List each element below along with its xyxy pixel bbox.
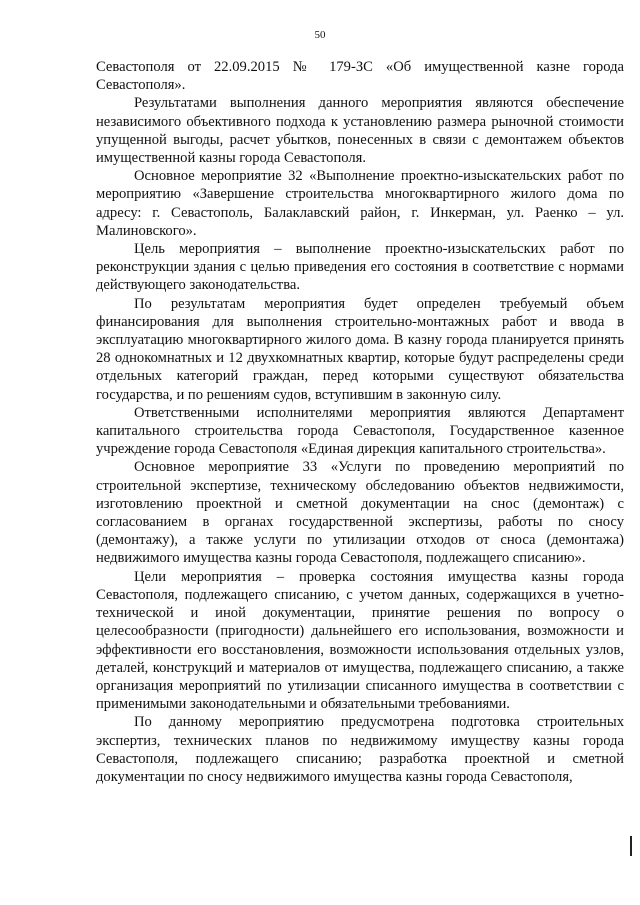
page-number: 50 bbox=[314, 29, 326, 41]
scan-edge-mark bbox=[630, 836, 632, 856]
paragraph-activity-33-details: По данному мероприятию предусмотрена подготовка строительных экспертиз, технических планов по недвижимому имуществу казны города Севастополя, подлежащего списанию; разработка проектной и сметной документации по сносу недвижимого имущества казны города Севастополя, bbox=[96, 714, 624, 785]
paragraph-responsible-executors: Ответственными исполнителями мероприятия являются Департамент капитального строительства города Севастополя, Государственное казенное учреждение города Севастополя «Единая дирекция капитального строительства». bbox=[96, 404, 624, 458]
paragraph-results: Результатами выполнения данного мероприятия являются обеспечение независимого объективного подхода к установлению размера рыночной стоимости упущенной выгоды, расчет убытков, понесенных в связи с демонтажем объектов имущественной казны города Севастополя. bbox=[96, 95, 624, 167]
paragraph-results-activity-32: По результатам мероприятия будет определен требуемый объем финансирования для выполнения строительно-монтажных работ и ввода в эксплуатацию многоквартирного жилого дома. В казну города планируется принять 28 однокомнатных и 12 двухкомнатных квартир, которые будут распределены среди отдельных категорий граждан, перед которыми существуют обязательства государства, и по решениям судов, вступившим в законную силу. bbox=[96, 295, 624, 403]
paragraph-goal-activity-32: Цель мероприятия – выполнение проектно-изыскательских работ по реконструкции здания с целью приведения его состояния в соответствие с нормами действующего законодательства. bbox=[96, 241, 624, 294]
paragraph-continuation: Севастополя от 22.09.2015 № 179-ЗС «Об имущественной казне города Севастополя». bbox=[96, 59, 624, 94]
document-body bbox=[96, 58, 624, 786]
paragraph-main-activity-33: Основное мероприятие 33 «Услуги по проведению мероприятий по строительной экспертизе, техническому обследованию объектов недвижимости, изготовлению проектной и сметной документации на снос (демонтаж) с согласованием в органах государственной экспертизы, работы по сносу (демонтажу), а также услуги по утилизации отходов от сноса (демонтажа) недвижимого имущества казны города Севастополя, подлежащего списанию». bbox=[96, 459, 624, 567]
paragraph-main-activity-32: Основное мероприятие 32 «Выполнение проектно-изыскательских работ по мероприятию «Завершение строительства многоквартирного жилого дома по адресу: г. Севастополь, Балаклавский район, г. Инкерман, ул. Раенко – ул. Малиновского». bbox=[96, 168, 624, 239]
paragraph-goals-activity-33: Цели мероприятия – проверка состояния имущества казны города Севастополя, подлежащего списанию, с учетом данных, содержащихся в учетно-технической и иной документации, принятие решения по вопросу о целесообразности (пригодности) дальнейшего его использования, возможности и эффективности его восстановления, возможности использования отдельных узлов, деталей, конструкций и материалов от имущества, подлежащего списанию, а также организация мероприятий по утилизации списанного имущества в соответствии с применимыми законодательными и обязательными требованиями. bbox=[96, 568, 624, 713]
